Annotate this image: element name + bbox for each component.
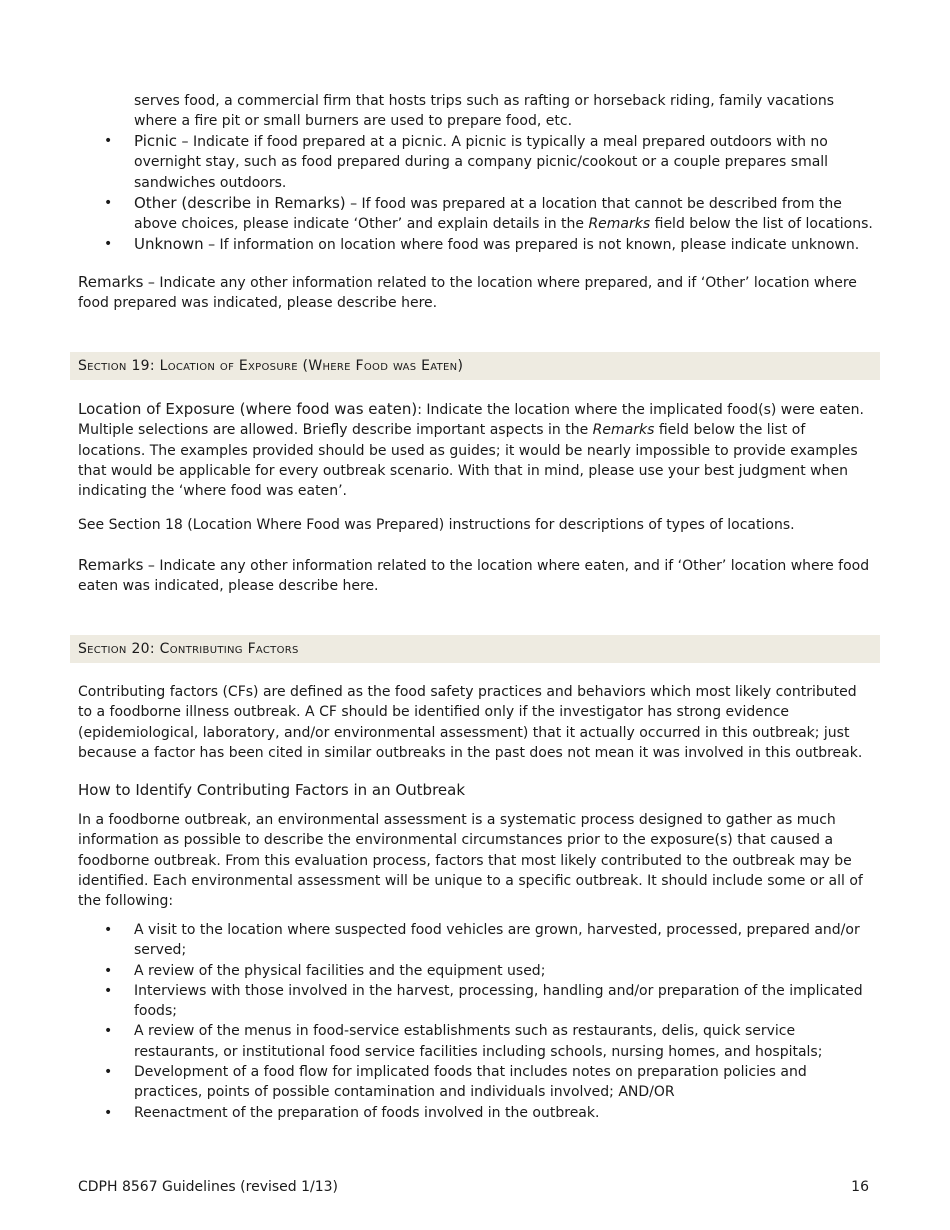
- subheading: How to Identify Contributing Factors in an Outbreak: [78, 781, 466, 799]
- continued-paragraph: serves food, a commercial firm that hosts trips such as rafting or horseback riding, family vacations where a fire pit or small burners are used to prepare food, etc.: [134, 93, 835, 130]
- section-19-intro: [78, 399, 873, 501]
- remarks-lead: Remarks: [78, 556, 144, 574]
- list-item: [78, 981, 878, 1022]
- list-item: [78, 131, 878, 193]
- bullet-text: A visit to the location where suspected food vehicles are grown, harvested, processed, prepared and/or served;: [134, 922, 860, 959]
- list-item: [78, 1021, 878, 1062]
- list-item: [78, 961, 878, 981]
- intro-text: : Indicate the location where the implicated food(s) were eaten. Multiple selections are allowed. Briefly describe important aspects in the: [78, 402, 864, 439]
- section-20-intro: Contributing factors (CFs) are defined as the food safety practices and behaviors which most likely contributed to a foodborne illness outbreak. A CF should be identified only if the investigator has strong evidence (epidemiological, laboratory, and/or environmental assessment) that it actually occurred in this outbreak; just because a factor has been cited in similar outbreaks in the past does not mean it was involved in this outbreak.: [78, 684, 863, 761]
- list-item: [78, 234, 878, 255]
- bullet-icon: •: [104, 1023, 113, 1040]
- remarks-text: – Indicate any other information related to the location where prepared, and if ‘Other’ location where food prepared was indicated, please describe here.: [78, 275, 857, 312]
- bullet-icon: •: [104, 236, 113, 253]
- bullet-text: A review of the physical facilities and the equipment used;: [134, 962, 546, 979]
- section-heading: Section 19: Location of Exposure (Where Food was Eaten): [78, 358, 464, 374]
- bullet-text: Interviews with those involved in the harvest, processing, handling and/or preparation of the implicated foods;: [134, 982, 863, 1020]
- bullet-italic-term: Remarks: [588, 216, 651, 233]
- bullet-icon: •: [104, 982, 113, 999]
- bullet-icon: •: [104, 1104, 113, 1121]
- footer-document-id: CDPH 8567 Guidelines (revised 1/13): [78, 1179, 339, 1195]
- page-number: 16: [851, 1179, 869, 1195]
- bullet-text: field below the list of locations.: [650, 216, 873, 233]
- section-heading: Section 20: Contributing Factors: [78, 641, 299, 657]
- bullet-icon: •: [104, 133, 113, 149]
- remarks-paragraph: [78, 272, 873, 314]
- list-item: [78, 1062, 878, 1103]
- see-section-note: See Section 18 (Location Where Food was Prepared) instructions for descriptions of types of locations.: [78, 517, 795, 533]
- remarks-paragraph: [78, 555, 873, 597]
- bullet-text: – If information on location where food was prepared is not known, please indicate unknown.: [203, 237, 860, 254]
- bullet-lead: Unknown: [134, 235, 204, 254]
- bullet-text: – Indicate if food prepared at a picnic. A picnic is typically a meal prepared outdoors with no overnight stay, such as food prepared during a company picnic/cookout or a couple prepares small sandwiches outdoors.: [134, 134, 829, 191]
- location-bullet-list: [78, 131, 878, 256]
- bullet-text: Development of a food flow for implicated foods that includes notes on preparation policies and practices, points of possible contamination and individuals involved; AND/OR: [134, 1064, 807, 1101]
- section-20-heading-band: [70, 635, 880, 663]
- intro-italic-term: Remarks: [592, 422, 655, 439]
- bullet-icon: •: [104, 922, 113, 938]
- remarks-lead: Remarks: [78, 273, 144, 291]
- intro-lead: Location of Exposure (where food was eaten): [78, 400, 418, 418]
- bullet-lead: Picnic: [134, 132, 178, 150]
- list-item: [78, 193, 878, 235]
- bullet-icon: •: [104, 194, 113, 211]
- bullet-icon: •: [104, 962, 113, 979]
- bullet-text: – If food was prepared at a location that cannot be described from the above choices, please indicate ‘Other’ and explain details in the: [134, 195, 842, 233]
- bullet-text: Reenactment of the preparation of foods involved in the outbreak.: [134, 1104, 600, 1121]
- list-item: [78, 920, 878, 961]
- intro-text: field below the list of locations. The examples provided should be used as guides; it would be nearly impossible to provide examples that would be applicable for every outbreak scenario. With that in mind, please use your best judgment when indicating the ‘where food was eaten’.: [78, 422, 858, 500]
- section-20-body: In a foodborne outbreak, an environmental assessment is a systematic process designed to gather as much information as possible to describe the environmental circumstances prior to the exposure(s) that caused a foodborne outbreak. From this evaluation process, factors that most likely contributed to the outbreak may be identified. Each environmental assessment will be unique to a specific outbreak. It should include some or all of the following:: [78, 812, 863, 910]
- remarks-text: – Indicate any other information related to the location where eaten, and if ‘Other’ location where food eaten was indicated, please describe here.: [78, 558, 870, 595]
- bullet-icon: •: [104, 1064, 113, 1081]
- bullet-lead: Other (describe in Remarks): [134, 193, 346, 212]
- list-item: [78, 1103, 878, 1123]
- assessment-bullet-list: [78, 920, 878, 1123]
- section-19-heading-band: [70, 352, 880, 380]
- bullet-text: A review of the menus in food-service establishments such as restaurants, delis, quick service restaurants, or institutional food service facilities including schools, nursing homes, and hospitals;: [134, 1023, 823, 1060]
